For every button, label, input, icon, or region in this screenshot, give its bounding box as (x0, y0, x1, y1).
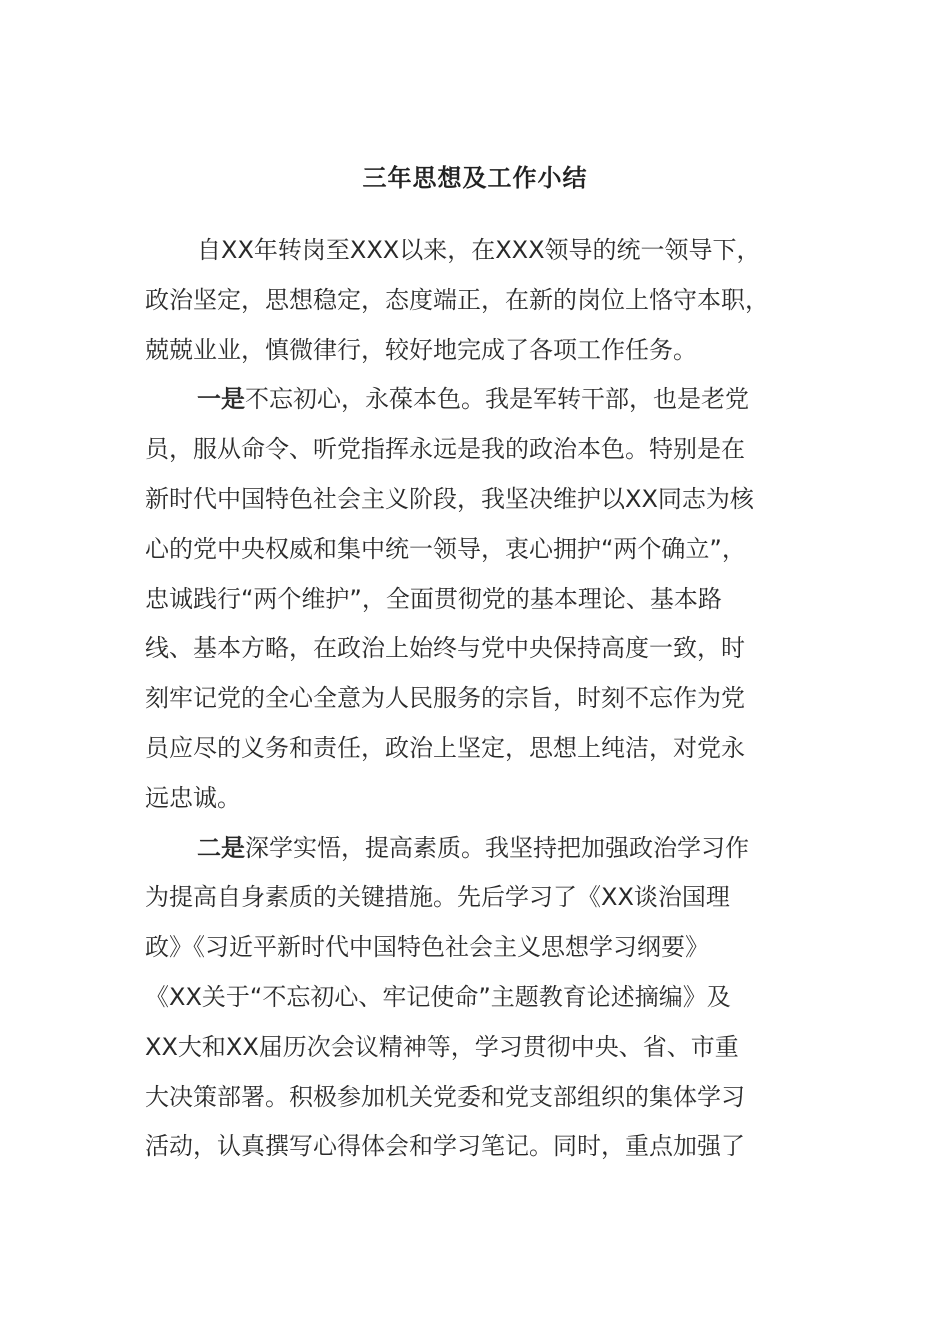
paragraph-lead-label: 一是 (197, 385, 245, 414)
paragraph-intro (145, 226, 835, 375)
paragraph-first-line (145, 375, 835, 425)
paragraph-line: 《XX关于“不忘初心、牢记使命”主题教育论述摘编》及 (145, 982, 731, 1011)
paragraph-line: 政治坚定，思想稳定，态度端正，在新的岗位上恪守本职， (145, 285, 769, 314)
paragraph-line: 大决策部署。积极参加机关党委和党支部组织的集体学习 (145, 1082, 745, 1111)
paragraph-line: 忠诚践行“两个维护”，全面贯彻党的基本理论、基本路 (145, 584, 722, 613)
document-title: 三年思想及工作小结 (362, 164, 588, 192)
paragraph-line: 政》《习近平新时代中国特色社会主义思想学习纲要》 (145, 933, 709, 962)
paragraph-point-two (145, 824, 835, 1173)
paragraph-point-one (145, 375, 835, 823)
paragraph-line: 活动，认真撰写心得体会和学习笔记。同时，重点加强了 (145, 1132, 745, 1161)
paragraph-line: 刻牢记党的全心全意为人民服务的宗旨，时刻不忘作为党 (145, 684, 745, 713)
paragraph-lead-label: 二是 (197, 833, 245, 862)
paragraph-line-text: 不忘初心，永葆本色。我是军转干部，也是老党 (245, 385, 749, 414)
document-body (145, 226, 835, 1172)
paragraph-line-text: 深学实悟，提高素质。我坚持把加强政治学习作 (245, 833, 749, 862)
paragraph-line: 远忠诚。 (145, 783, 241, 812)
paragraph-line: 新时代中国特色社会主义阶段，我坚决维护以XX同志为核 (145, 484, 754, 513)
paragraph-line: XX大和XX届历次会议精神等，学习贯彻中央、省、市重 (145, 1032, 739, 1061)
paragraph-line: 为提高自身素质的关键措施。先后学习了《XX谈治国理 (145, 883, 730, 912)
paragraph-line: 线、基本方略，在政治上始终与党中央保持高度一致，时 (145, 634, 745, 663)
paragraph-line: 员，服从命令、听党指挥永远是我的政治本色。特别是在 (145, 435, 745, 464)
paragraph-first-line (145, 824, 835, 874)
paragraph-line: 自XX年转岗至XXX以来，在XXX领导的统一领导下， (197, 236, 761, 264)
paragraph-line: 心的党中央权威和集中统一领导，衷心拥护“两个确立”， (145, 534, 746, 563)
paragraph-line: 员应尽的义务和责任，政治上坚定，思想上纯洁，对党永 (145, 733, 745, 762)
paragraph-line: 兢兢业业，慎微律行，较好地完成了各项工作任务。 (145, 335, 697, 364)
